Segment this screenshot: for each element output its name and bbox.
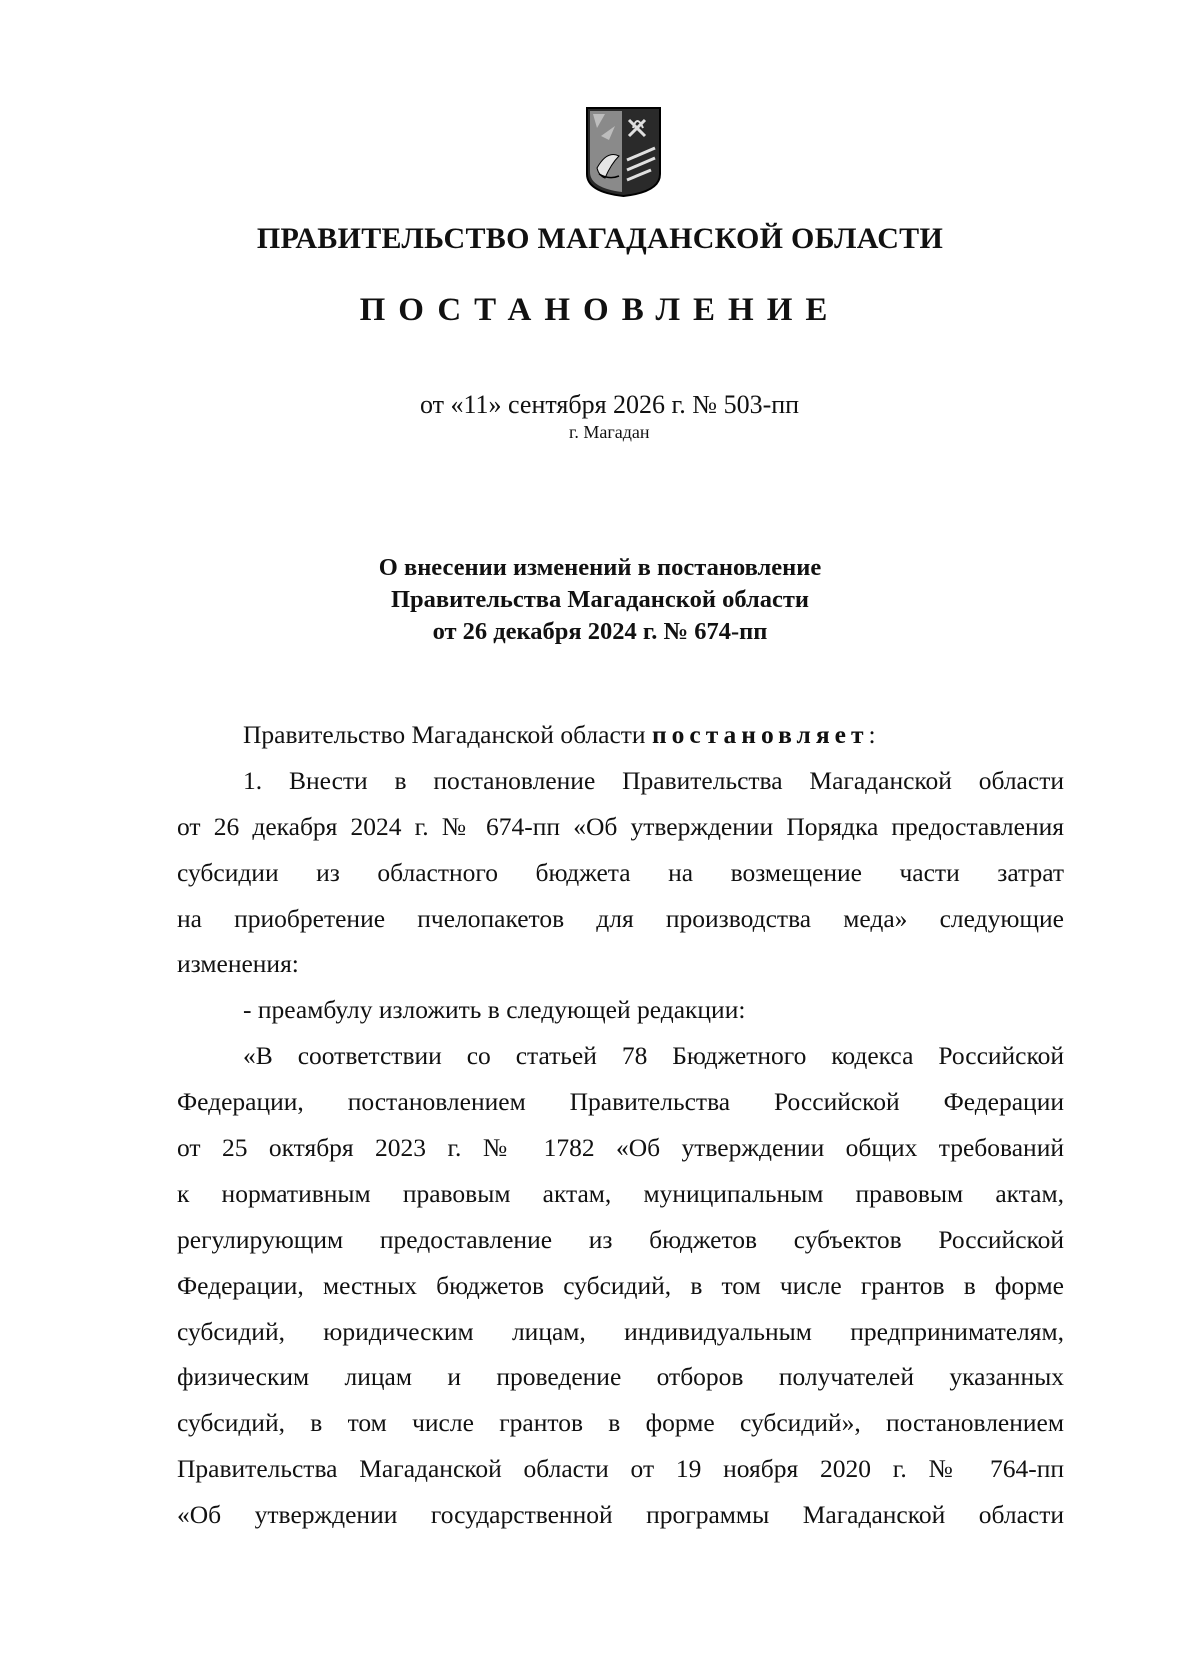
subject-line: О внесении изменений в постановление [378, 554, 822, 581]
subject-line: от 26 декабря 2024 г. № 674-пп [432, 618, 768, 645]
preamble-line [177, 712, 1064, 758]
body-line: от 26 декабря 2024 г. № 674-пп «Об утверждении Порядка предоставления [177, 811, 1064, 841]
body-line: 1. Внести в постановление Правительства Магаданской области [243, 765, 1064, 795]
body-line: субсидий, в том числе грантов в форме субсидий», постановлением [177, 1408, 1064, 1438]
decree-city: г. Магадан [569, 422, 650, 442]
body-line: на приобретение пчелопакетов для производства меда» следующие [177, 903, 1064, 933]
body-line: «В соответствии со статьей 78 Бюджетного кодекса Российской [243, 1041, 1064, 1071]
body-line: - преамбулу изложить в следующей редакции: [243, 995, 746, 1025]
decree-date-number: от «11» сентября 2026 г. № 503-пп [420, 390, 800, 419]
coat-of-arms-icon [585, 106, 662, 198]
body-line: изменения: [177, 949, 299, 979]
body-line: субсидий, юридическим лицам, индивидуальным предпринимателям, [177, 1316, 1064, 1346]
body-line: физическим лицам и проведение отборов получателей указанных [177, 1362, 1064, 1392]
body-line: «Об утверждении государственной программы Магаданской области [177, 1500, 1064, 1530]
body-line: от 25 октября 2023 г. № 1782 «Об утверждении общих требований [177, 1133, 1064, 1163]
decree-body [177, 712, 1064, 1538]
subject-line: Правительства Магаданской области [391, 586, 809, 613]
document-type-title: ПОСТАНОВЛЕНИЕ [359, 292, 841, 328]
government-title: ПРАВИТЕЛЬСТВО МАГАДАНСКОЙ ОБЛАСТИ [256, 222, 944, 255]
preamble-colon: : [868, 720, 876, 749]
preamble-text: Правительство Магаданской области [243, 720, 652, 749]
body-line: Федерации, постановлением Правительства Российской Федерации [177, 1087, 1064, 1117]
body-line: Федерации, местных бюджетов субсидий, в том числе грантов в форме [177, 1270, 1064, 1300]
decree-subject [0, 552, 1200, 648]
body-line: субсидии из областного бюджета на возмещение части затрат [177, 857, 1064, 887]
body-line: Правительства Магаданской области от 19 ноября 2020 г. № 764-пп [177, 1454, 1064, 1484]
body-line: регулирующим предоставление из бюджетов субъектов Российской [177, 1224, 1064, 1254]
resolves-word: постановляет [651, 720, 869, 749]
body-line: к нормативным правовым актам, муниципальным правовым актам, [177, 1178, 1064, 1208]
